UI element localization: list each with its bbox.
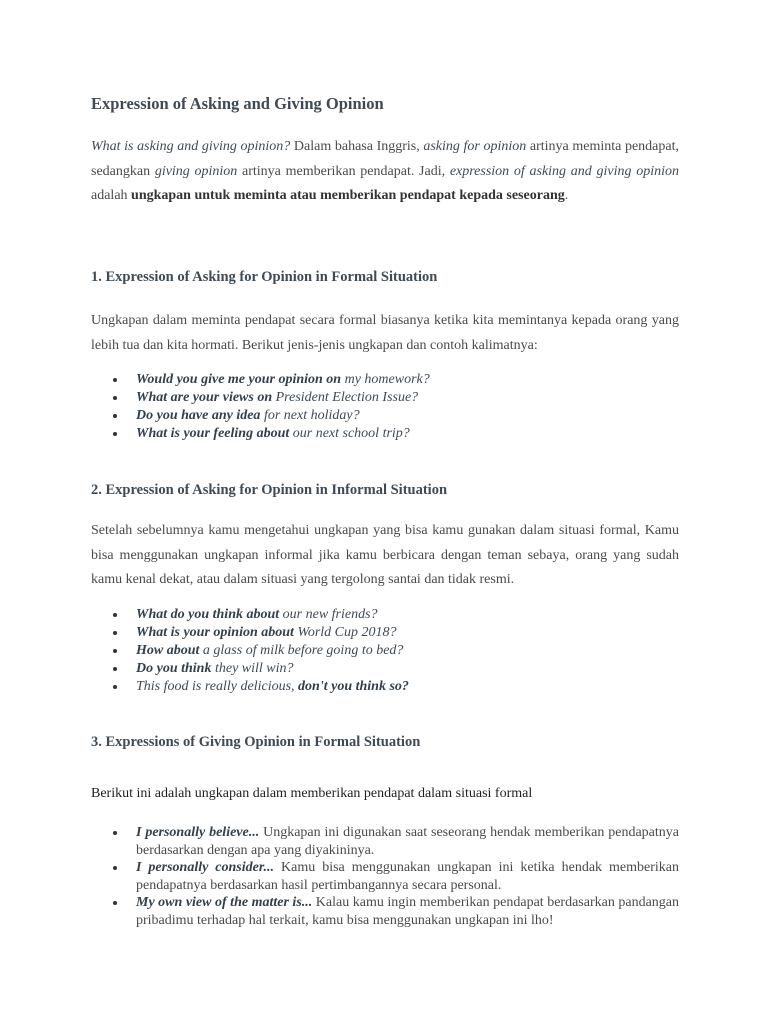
list-item xyxy=(91,678,679,696)
bullet-icon xyxy=(113,866,117,870)
list-item-description: Kalau kamu ingin memberikan pendapat berdasarkan pandangan pribadimu terhadap hal terkait, kamu bisa menggunakan ungkapan ini lho! xyxy=(136,895,679,928)
list-item-phrase: I personally consider... xyxy=(136,860,275,875)
list-item xyxy=(91,407,679,425)
list-item-phrase: Do you have any idea xyxy=(136,408,261,423)
list-item-example: President Election Issue? xyxy=(272,390,419,405)
section-3-list xyxy=(91,824,679,929)
list-item-phrase: What is your opinion about xyxy=(136,625,294,640)
list-item xyxy=(91,371,679,389)
list-item-phrase: What do you think about xyxy=(136,607,280,622)
list-item xyxy=(91,624,679,642)
list-item-example: my homework? xyxy=(341,372,430,387)
bullet-icon xyxy=(113,631,117,635)
section-1-list xyxy=(91,371,679,443)
intro-definition: ungkapan untuk meminta atau memberikan pendapat kepada seseorang xyxy=(131,188,565,203)
list-item-phrase: Would you give me your opinion on xyxy=(136,372,342,387)
list-item-example: our new friends? xyxy=(279,607,378,622)
list-item-phrase: My own view of the matter is... xyxy=(136,895,313,910)
list-item-phrase: I personally believe... xyxy=(136,825,260,840)
bullet-icon xyxy=(113,649,117,653)
list-item xyxy=(91,859,679,894)
list-item-phrase: don't you think so? xyxy=(298,679,409,694)
intro-question: What is asking and giving opinion? xyxy=(91,139,291,154)
bullet-icon xyxy=(113,685,117,689)
intro-term-giving: giving opinion xyxy=(154,163,238,179)
list-item-phrase: How about xyxy=(136,643,200,658)
intro-text-2: artinya meminta pendapat, sedangkan xyxy=(91,139,680,179)
list-item-phrase: What are your views on xyxy=(136,390,273,405)
intro-text-3: artinya memberikan pendapat. Jadi, xyxy=(237,163,450,179)
bullet-icon xyxy=(113,414,117,418)
list-item-example: World Cup 2018? xyxy=(293,625,397,640)
section-2-list xyxy=(91,606,679,696)
intro-text-5: . xyxy=(564,188,569,203)
intro-text-1: Dalam bahasa Inggris, xyxy=(290,139,424,154)
list-item xyxy=(91,824,679,859)
intro-paragraph xyxy=(91,135,679,209)
intro-term-expression: expression of asking and giving opinion xyxy=(449,163,679,179)
section-3-heading: 3. Expressions of Giving Opinion in Formal Situation xyxy=(91,734,421,750)
list-item-example: a glass of milk before going to bed? xyxy=(199,643,404,658)
list-item xyxy=(91,389,679,407)
list-item-description: Kamu bisa menggunakan ungkapan ini ketika hendak memberikan pendapatnya berdasarkan hasil pertimbangannya secara personal. xyxy=(136,860,679,893)
list-item-description: Ungkapan ini digunakan saat seseorang hendak memberikan pendapatnya berdasarkan dengan apa yang diyakininya. xyxy=(136,825,679,858)
list-item xyxy=(91,660,679,678)
list-item-example: our next school trip? xyxy=(289,426,410,441)
bullet-icon xyxy=(113,831,117,835)
list-item xyxy=(91,894,679,929)
bullet-icon xyxy=(113,667,117,671)
list-item-phrase: What is your feeling about xyxy=(136,426,290,441)
intro-text-4: adalah xyxy=(91,188,132,203)
list-item-example: for next holiday? xyxy=(260,408,360,423)
section-2-paragraph: Setelah sebelumnya kamu mengetahui ungkapan yang bisa kamu gunakan dalam situasi formal, Kamu bisa menggunakan ungkapan informal jika kamu berbicara dengan teman sebaya, orang yang sudah kamu kenal dekat, atau dalam situasi yang tergolong santai dan tidak resmi. xyxy=(91,523,679,587)
list-item-example: This food is really delicious, xyxy=(136,679,299,694)
section-1-heading: 1. Expression of Asking for Opinion in Formal Situation xyxy=(91,269,438,285)
list-item-phrase: Do you think xyxy=(136,661,212,676)
page-title: Expression of Asking and Giving Opinion xyxy=(91,94,384,113)
list-item xyxy=(91,642,679,660)
section-1-paragraph: Ungkapan dalam meminta pendapat secara formal biasanya ketika kita memintanya kepada orang yang lebih tua dan kita hormati. Berikut jenis-jenis ungkapan dan contoh kalimatnya: xyxy=(91,313,679,353)
section-3-paragraph: Berikut ini adalah ungkapan dalam memberikan pendapat dalam situasi formal xyxy=(91,786,533,801)
list-item xyxy=(91,425,679,443)
bullet-icon xyxy=(113,613,117,617)
bullet-icon xyxy=(113,396,117,400)
list-item xyxy=(91,606,679,624)
intro-term-asking: asking for opinion xyxy=(423,139,527,154)
section-2-heading: 2. Expression of Asking for Opinion in Informal Situation xyxy=(91,482,448,498)
bullet-icon xyxy=(113,378,117,382)
bullet-icon xyxy=(113,901,117,905)
list-item-example: they will win? xyxy=(211,661,294,676)
bullet-icon xyxy=(113,432,117,436)
